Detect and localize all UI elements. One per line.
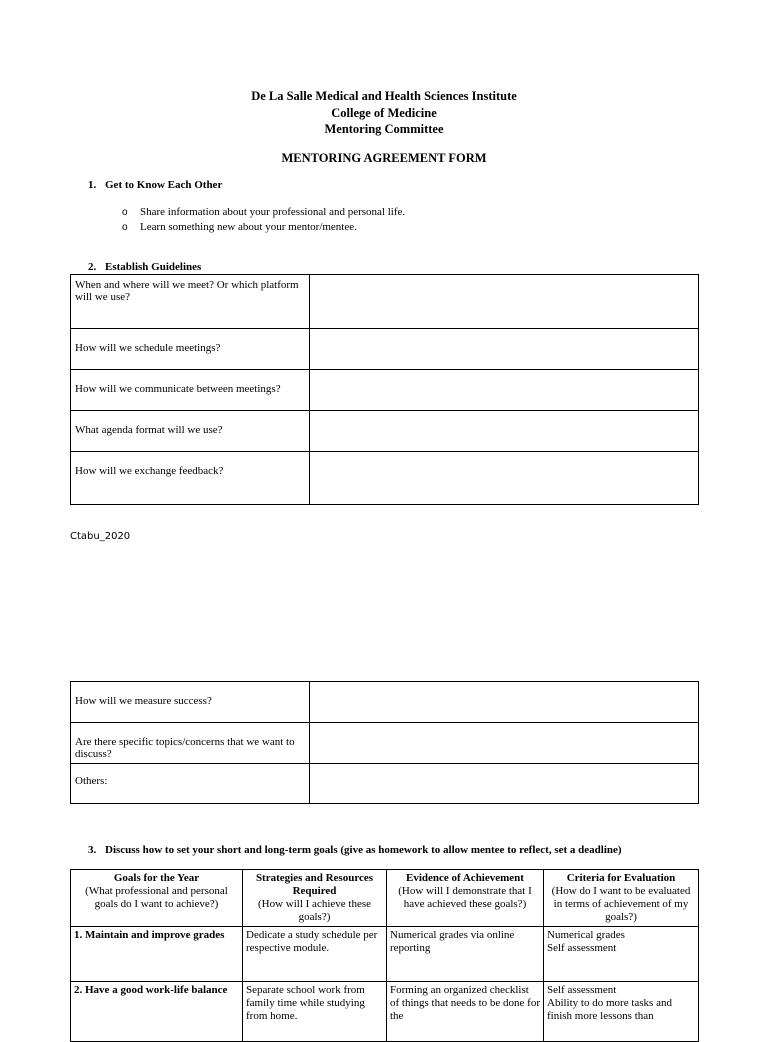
answer-cell[interactable]	[310, 411, 699, 452]
answer-cell[interactable]	[310, 452, 699, 505]
answer-cell[interactable]	[310, 723, 699, 764]
section-1-title: Get to Know Each Other	[105, 179, 223, 191]
table-row	[71, 682, 699, 723]
section-2-title: Establish Guidelines	[105, 261, 202, 273]
question-cell: How will we measure success?	[71, 682, 310, 723]
question-cell: How will we schedule meetings?	[71, 329, 310, 370]
answer-cell[interactable]	[310, 682, 699, 723]
evidence-cell: Forming an organized checklist of things that needs to be done for the	[387, 982, 544, 1042]
section-1-bullet-list	[122, 205, 405, 235]
header-evidence	[387, 870, 544, 927]
header-title: Goals for the Year	[113, 872, 200, 884]
committee-name: Mentoring Committee	[324, 122, 444, 136]
bullet-marker: o	[122, 207, 128, 218]
bullet-item	[122, 205, 405, 220]
table-header-row	[71, 870, 699, 927]
goals-table	[70, 869, 699, 1042]
criteria-cell	[544, 927, 699, 982]
header-strategies	[243, 870, 387, 927]
question-cell: What agenda format will we use?	[71, 411, 310, 452]
question-cell: Are there specific topics/concerns that we want to discuss?	[71, 723, 310, 764]
table-row	[71, 275, 699, 329]
table-row	[71, 764, 699, 804]
criteria-line: Self assessment	[547, 984, 617, 996]
question-cell: When and where will we meet? Or which platform will we use?	[71, 275, 310, 329]
section-3-number: 3.	[88, 844, 97, 856]
strategy-cell: Dedicate a study schedule per respective module.	[243, 927, 387, 982]
strategy-cell: Separate school work from family time while studying from home.	[243, 982, 387, 1042]
answer-cell[interactable]	[310, 370, 699, 411]
header-title: Strategies and Resources Required	[255, 872, 374, 897]
table-row	[71, 927, 699, 982]
table-row	[71, 723, 699, 764]
section-3-title: Discuss how to set your short and long-term goals (give as homework to allow mentee to reflect, set a deadline)	[105, 844, 622, 856]
header-subtitle: (How will I demonstrate that I have achieved these goals?)	[398, 885, 532, 910]
criteria-line: Ability to do more tasks and finish more lessons than	[547, 997, 672, 1022]
institution-name: De La Salle Medical and Health Sciences Institute	[251, 89, 517, 103]
answer-cell[interactable]	[310, 275, 699, 329]
section-2-number: 2.	[88, 261, 97, 273]
table-row	[71, 452, 699, 505]
header-subtitle: (How do I want to be evaluated in terms of achievement of my goals?)	[551, 885, 691, 923]
table-row	[71, 370, 699, 411]
bullet-marker: o	[122, 222, 128, 233]
section-3-heading	[88, 844, 622, 856]
evidence-cell: Numerical grades via online reporting	[387, 927, 544, 982]
guidelines-table-page1	[70, 274, 699, 505]
table-row	[71, 329, 699, 370]
header-subtitle: (How will I achieve these goals?)	[257, 898, 371, 923]
question-cell: Others:	[71, 764, 310, 804]
answer-cell[interactable]	[310, 329, 699, 370]
header-title: Evidence of Achievement	[406, 872, 524, 884]
bullet-text: Share information about your professional and personal life.	[140, 206, 406, 218]
table-row	[71, 411, 699, 452]
guidelines-table-page2	[70, 681, 699, 804]
criteria-cell	[544, 982, 699, 1042]
bullet-item	[122, 220, 405, 235]
goal-cell: 1. Maintain and improve grades	[71, 927, 243, 982]
table-row	[71, 982, 699, 1042]
question-cell: How will we communicate between meetings?	[71, 370, 310, 411]
answer-cell[interactable]	[310, 764, 699, 804]
bullet-text: Learn something new about your mentor/mentee.	[140, 221, 357, 233]
form-title: MENTORING AGREEMENT FORM	[281, 151, 487, 165]
header-title: Criteria for Evaluation	[566, 872, 676, 884]
question-cell: How will we exchange feedback?	[71, 452, 310, 505]
header-goals	[71, 870, 243, 927]
criteria-line: Numerical grades	[547, 929, 625, 941]
college-name: College of Medicine	[331, 105, 437, 120]
section-2-heading	[88, 261, 201, 273]
header-criteria	[544, 870, 699, 927]
section-1-heading	[88, 179, 222, 191]
section-1-number: 1.	[88, 179, 97, 191]
criteria-line: Self assessment	[547, 942, 617, 954]
footer-note: Ctabu_2020	[70, 531, 131, 542]
document-header	[0, 88, 768, 138]
goal-cell: 2. Have a good work-life balance	[71, 982, 243, 1042]
header-subtitle: (What professional and personal goals do I want to achieve?)	[85, 885, 228, 910]
